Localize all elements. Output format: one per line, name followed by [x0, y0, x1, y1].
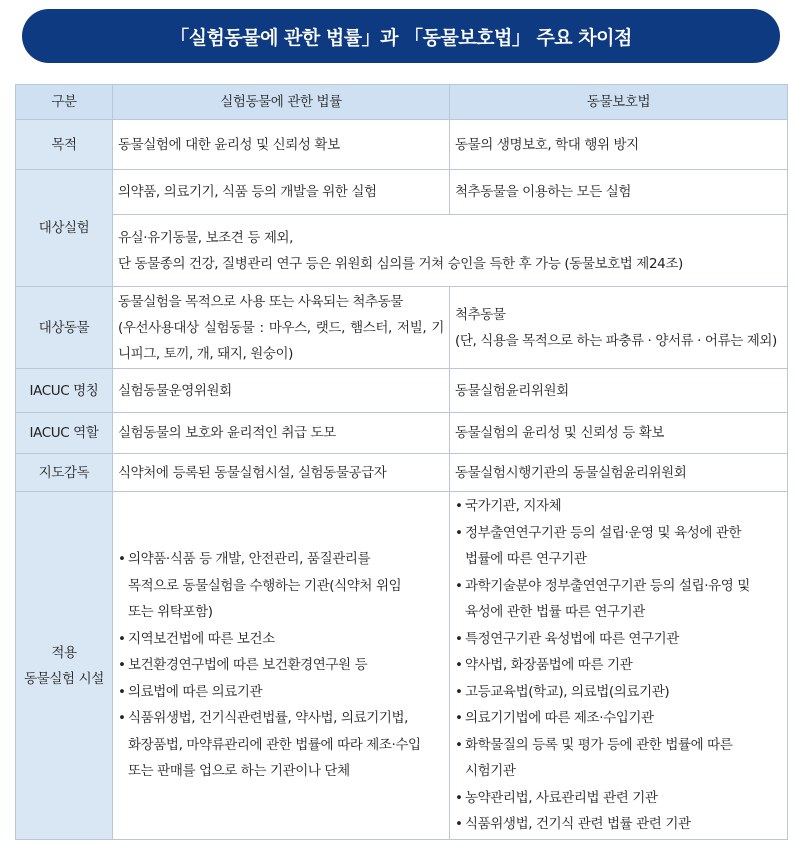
row-iacuc-name	[16, 369, 788, 413]
title-banner	[22, 9, 780, 63]
row-purpose	[16, 120, 788, 170]
facilities-lab-list	[118, 546, 444, 785]
facilities-label-line1: 적용	[51, 644, 77, 661]
subject-animal-prot-line1: 척추동물	[455, 306, 506, 323]
supervision-label: 지도감독	[16, 454, 113, 492]
row-subject-animal	[16, 287, 788, 369]
iacuc-name-label: IACUC 명칭	[16, 369, 113, 413]
facilities-label-line2: 동물실험 시설	[24, 670, 104, 687]
list-item: • 과학기술분야 정부출연연구기관 등의 설립·유영 및 육성에 관한 법률 따른 연구기관	[455, 573, 782, 626]
header-protection-law: 동물보호법	[450, 85, 788, 120]
list-item: • 식품위생법, 건기식 관련 법률 관련 기관	[455, 811, 782, 838]
row-subject-experiment	[16, 170, 788, 215]
row-subject-experiment-common	[16, 215, 788, 287]
supervision-prot: 동물실험시행기관의 동물실험윤리위원회	[450, 454, 788, 492]
subject-animal-label: 대상동물	[16, 287, 113, 369]
list-item: • 의약품·식품 등 개발, 안전관리, 품질관리를 목적으로 동물실험을 수행하는 기관(식약처 위임 또는 위탁포함)	[118, 546, 444, 626]
iacuc-name-lab: 실험동물운영위원회	[113, 369, 450, 413]
iacuc-role-label: IACUC 역할	[16, 413, 113, 454]
comparison-table	[15, 84, 788, 840]
purpose-label: 목적	[16, 120, 113, 170]
common-line-1: 유실·유기동물, 보조견 등 제외,	[118, 229, 294, 246]
subject-animal-lab-line2: (우선사용대상 실험동물 : 마우스, 랫드, 햄스터, 저빌, 기니피그, 토끼, 개, 돼지, 원숭이)	[118, 319, 444, 362]
list-item: • 고등교육법(학교), 의료법(의료기관)	[455, 679, 782, 706]
subject-animal-lab	[113, 287, 450, 369]
row-iacuc-role	[16, 413, 788, 454]
subject-experiment-common	[113, 215, 788, 287]
page-title: 「실험동물에 관한 법률」과 「동물보호법」 주요 차이점	[170, 26, 632, 49]
subject-animal-prot	[450, 287, 788, 369]
common-line-2: 단 동물종의 건강, 질병관리 연구 등은 위원회 심의를 거쳐 승인을 득한 후 가능 (동물보호법 제24조)	[118, 255, 683, 272]
row-facilities	[16, 492, 788, 840]
list-item: • 약사법, 화장품법에 따른 기관	[455, 652, 782, 679]
iacuc-role-prot: 동물실험의 윤리성 및 신뢰성 등 확보	[450, 413, 788, 454]
list-item: • 농약관리법, 사료관리법 관련 기관	[455, 785, 782, 812]
purpose-lab: 동물실험에 대한 윤리성 및 신뢰성 확보	[113, 120, 450, 170]
iacuc-role-lab: 실험동물의 보호와 윤리적인 취급 도모	[113, 413, 450, 454]
facilities-lab	[113, 492, 450, 840]
facilities-prot-list	[455, 493, 782, 838]
list-item: • 국가기관, 지자체	[455, 493, 782, 520]
supervision-lab: 식약처에 등록된 동물실험시설, 실험동물공급자	[113, 454, 450, 492]
iacuc-name-prot: 동물실험윤리위원회	[450, 369, 788, 413]
facilities-label	[16, 492, 113, 840]
purpose-prot: 동물의 생명보호, 학대 행위 방지	[450, 120, 788, 170]
subject-animal-lab-line1: 동물실험을 목적으로 사용 또는 사육되는 척추동물	[118, 293, 403, 310]
list-item: • 지역보건법에 따른 보건소	[118, 626, 444, 653]
list-item: • 의료법에 따른 의료기관	[118, 679, 444, 706]
list-item: • 특정연구기관 육성법에 따른 연구기관	[455, 626, 782, 653]
subject-experiment-lab: 의약품, 의료기기, 식품 등의 개발을 위한 실험	[113, 170, 450, 215]
list-item: • 화학물질의 등록 및 평가 등에 관한 법률에 따른 시험기관	[455, 732, 782, 785]
list-item: • 의료기기법에 따른 제조·수입기관	[455, 705, 782, 732]
list-item: • 보건환경연구법에 따른 보건환경연구원 등	[118, 652, 444, 679]
header-lab-law: 실험동물에 관한 법률	[113, 85, 450, 120]
facilities-prot	[450, 492, 788, 840]
subject-experiment-prot: 척추동물을 이용하는 모든 실험	[450, 170, 788, 215]
list-item: • 정부출연연구기관 등의 설립·운영 및 육성에 관한 법률에 따른 연구기관	[455, 520, 782, 573]
subject-experiment-label: 대상실험	[16, 170, 113, 287]
subject-animal-prot-line2: (단, 식용을 목적으로 하는 파충류 · 양서류 · 어류는 제외)	[455, 332, 777, 349]
header-category: 구분	[16, 85, 113, 120]
row-supervision	[16, 454, 788, 492]
header-row	[16, 85, 788, 120]
list-item: • 식품위생법, 건기식관련법률, 약사법, 의료기기법, 화장품법, 마약류관리에 관한 법률에 따라 제조·수입 또는 판매를 업으로 하는 기관이나 단체	[118, 705, 444, 785]
